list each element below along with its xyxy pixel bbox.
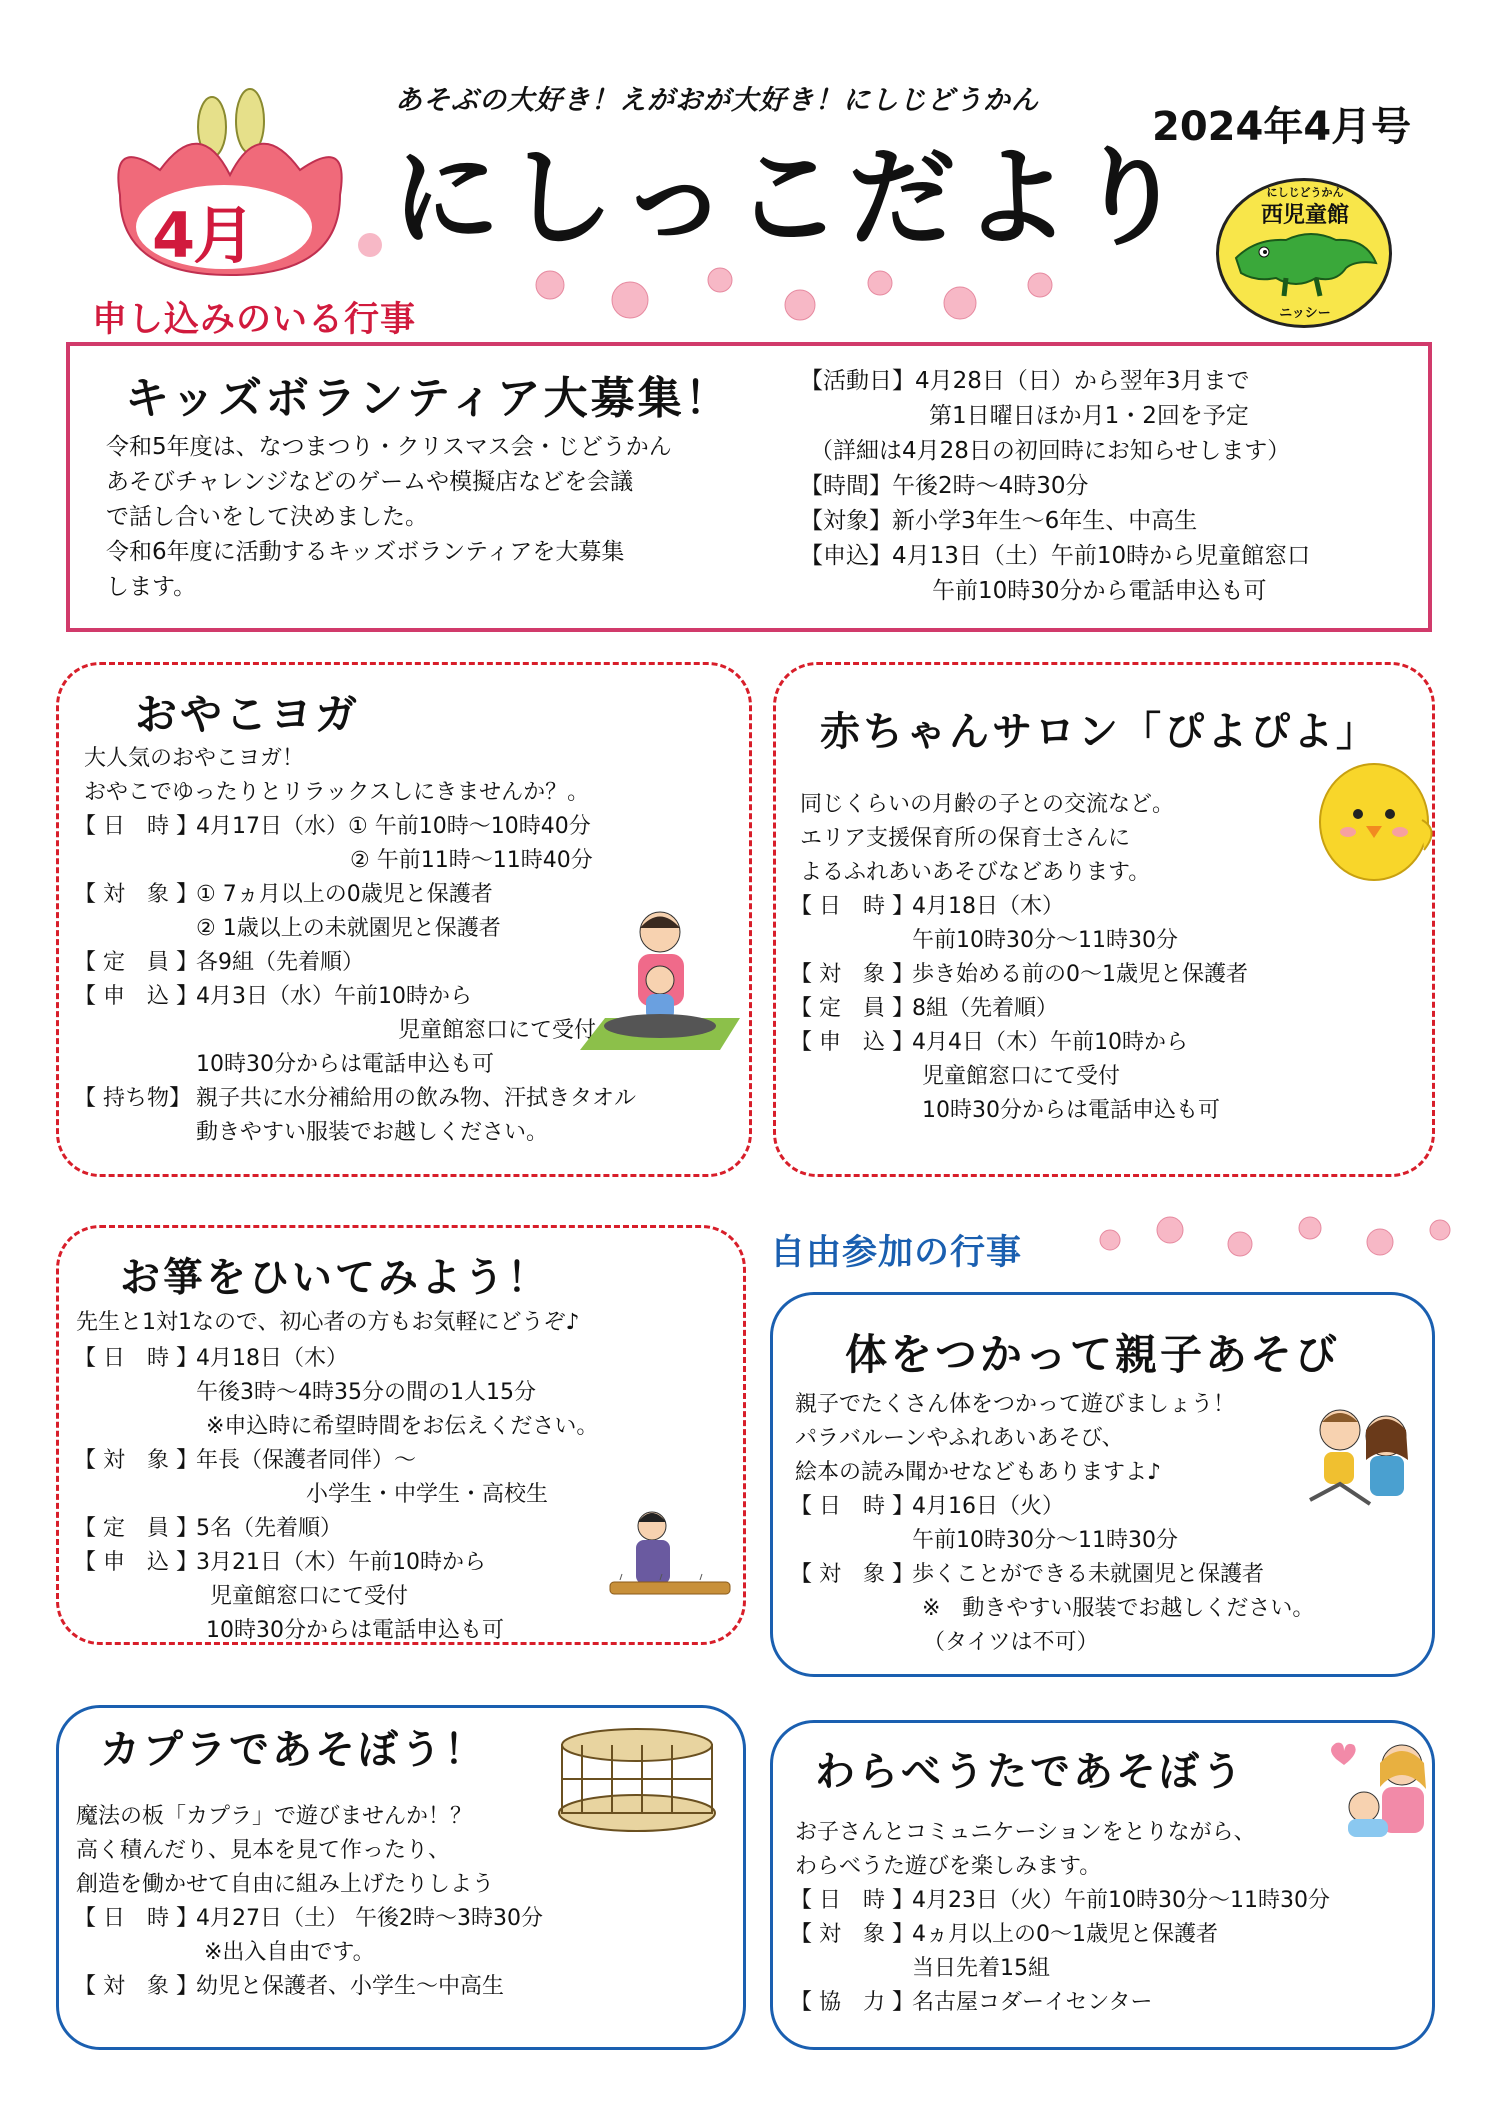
oyako-asobi-intro: 親子でたくさん体をつかって遊びましょう！ パラバルーンやふれあいあそび、 絵本の読み聞かせなどもありますよ♪	[795, 1392, 1236, 1485]
newsletter-title: にしっこだより	[392, 136, 1191, 261]
baby-salon-intro: 同じくらいの月齢の子との交流など。 エリア支援保育所の保育士さんに よるふれあいあそびなどあります。	[800, 792, 1175, 885]
kids-volunteer-description: 令和5年度は、なつまつり・クリスマス会・じどうかん あそびチャレンジなどのゲームや模擬店などを会議 で話し合いをして決めました。 令和6年度に活動するキッズボランティアを大募集 します。	[106, 434, 672, 600]
chick-illustration-icon	[1312, 760, 1442, 890]
yoga-parent-illustration-icon	[560, 900, 750, 1060]
sakura-decoration-icon	[1090, 1210, 1460, 1270]
section-title-reservation: 申し込みのいる行事	[92, 300, 417, 340]
logo-reading: にしじどうかん	[1266, 186, 1344, 199]
logo-name: 西児童館	[1260, 203, 1349, 228]
warabe-title: わらべうたであそぼう	[815, 1749, 1245, 1795]
kapla-title: カプラであそぼう！	[100, 1727, 487, 1773]
sakura-decoration-icon	[520, 255, 1080, 335]
koto-player-illustration-icon	[600, 1500, 740, 1620]
mother-baby-illustration-icon	[1318, 1735, 1438, 1845]
month-badge-text: 4月	[152, 199, 254, 272]
kapla-tower-illustration-icon	[552, 1715, 722, 1835]
parent-child-play-illustration-icon	[1300, 1400, 1430, 1520]
warabe-intro: お子さんとコミュニケーションをとりながら、 わらべうた遊びを楽しみます。	[795, 1820, 1256, 1879]
kapla-intro: 魔法の板「カプラ」で遊びませんか！？ 高く積んだり、見本を見て作ったり、 創造を働かせて自由に組み上げたりしよう	[76, 1804, 495, 1897]
logo-character-name: ニッシー	[1279, 306, 1331, 321]
oyako-yoga-intro: 大人気のおやこヨガ！ おやこでゆったりとリラックスしにきませんか？。	[84, 746, 590, 805]
issue-label: 2024年4月号	[1152, 104, 1412, 150]
section-title-free: 自由参加の行事	[770, 1233, 1023, 1273]
header-tagline: あそぶの大好き！えがおが大好き！にしじどうかん	[395, 85, 1039, 116]
tulip-month-badge-icon	[100, 75, 278, 203]
oyako-asobi-title: 体をつかって親子あそび	[845, 1330, 1341, 1379]
baby-salon-title: 赤ちゃんサロン「ぴよぴよ」	[820, 709, 1379, 755]
koto-intro: 先生と1対1なので、初心者の方もお気軽にどうぞ♪	[76, 1310, 580, 1335]
kids-volunteer-title: キッズボランティア大募集！	[125, 373, 732, 424]
kids-volunteer-details: 【活動日】4月28日（日）から翌年3月まで 第1日曜日ほか月1・2回を予定 （詳細は4月28日の初回時にお知らせします） 【時間】午後2時～4時30分 【対象】新小学3年生～6年生、中高生 【申込】4月13日（土）午前10時から児童館窓口 午前10時30分から電話申込も可	[800, 368, 1311, 604]
oyako-yoga-title: おやこヨガ	[135, 690, 361, 739]
koto-title: お箏をひいてみよう！	[120, 1255, 550, 1301]
